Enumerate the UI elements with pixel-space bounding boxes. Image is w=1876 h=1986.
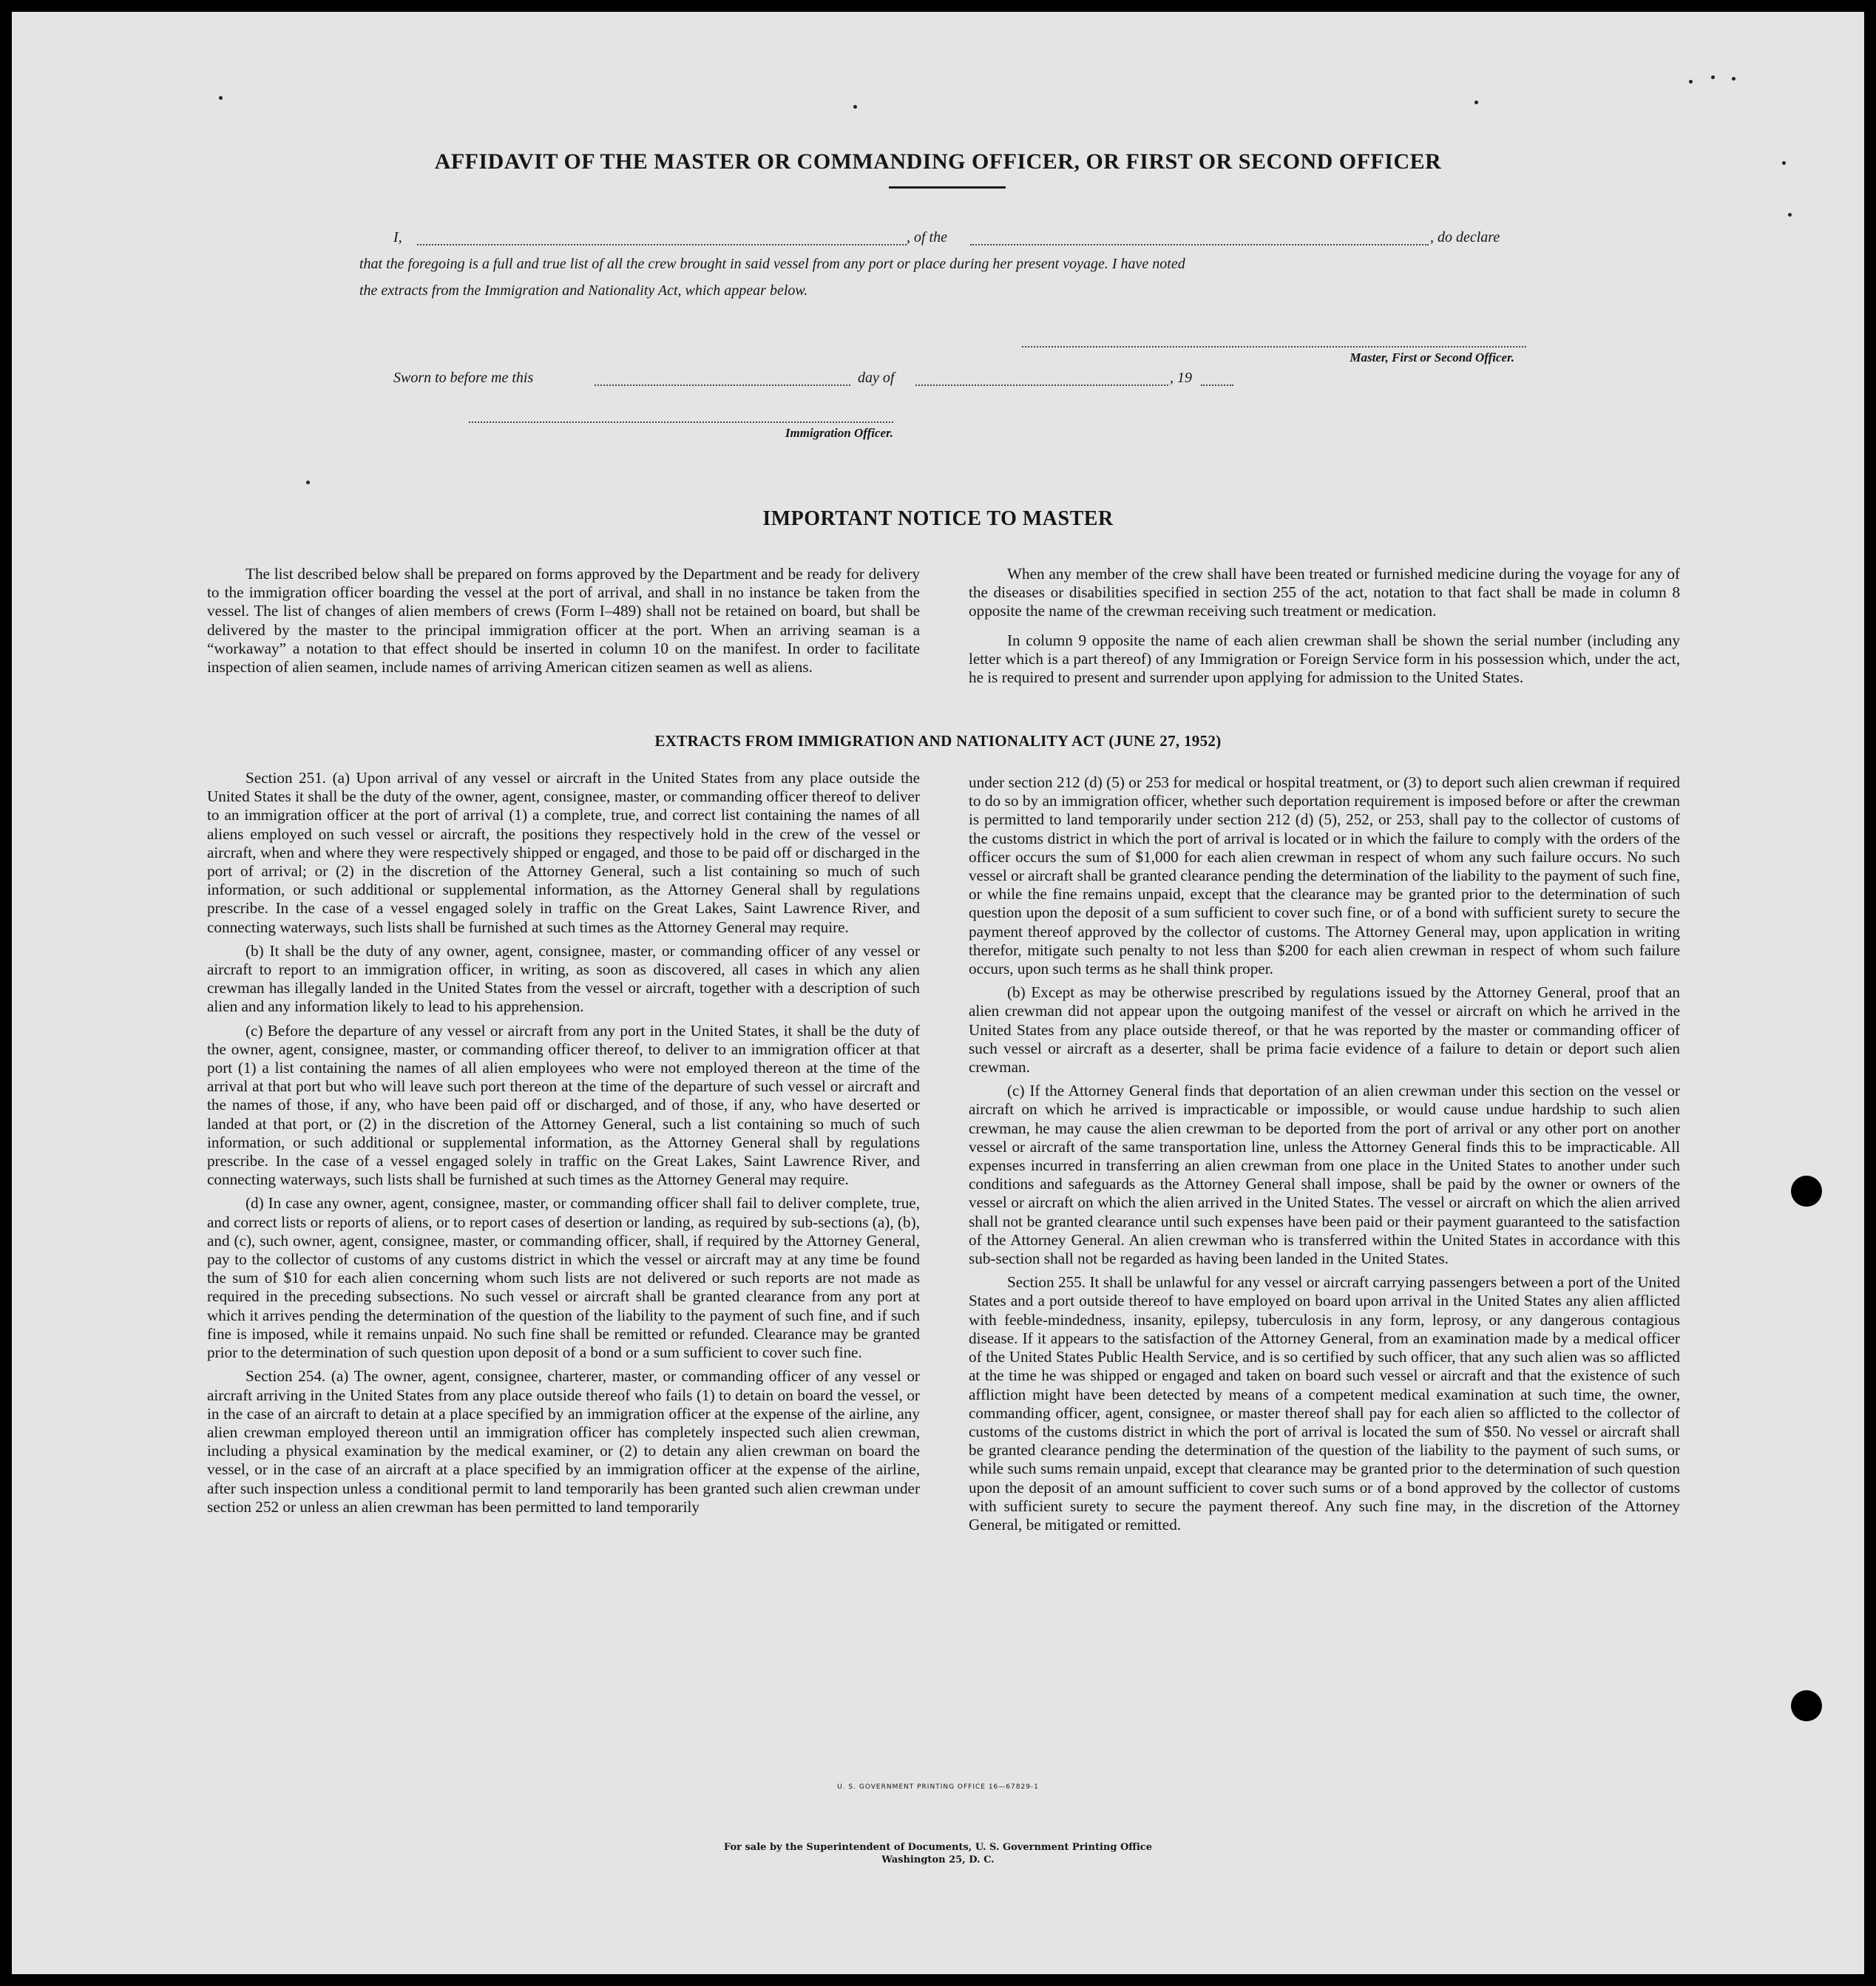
- sworn-label: Sworn to before me this: [393, 370, 534, 386]
- section-254b: (b) Except as may be otherwise prescribed by regulations issued by the Attorney General, proof that an alien crewman did not appear upon the outgoing manifest of the vessel or aircraft on which he arrived in the United States from any place outside thereof, or that he was reported by the master or commanding officer of such vessel or aircraft as a deserter, shall be prima facie evidence of a failure to detain or deport such alien crewman.: [969, 983, 1680, 1077]
- sworn-year-field[interactable]: [1201, 384, 1233, 386]
- section-251b: (b) It shall be the duty of any owner, agent, consignee, master, or commanding officer of any vessel or aircraft to report to an immigration officer, in writing, as soon as discovered, all cases in which any alien crewman has illegally landed in the United States from the vessel or aircraft, together with a description of such alien and any information likely to lead to his apprehension.: [207, 941, 920, 1016]
- title-rule: [889, 186, 1006, 189]
- section-254a: Section 254. (a) The owner, agent, consignee, charterer, master, or commanding officer of any vessel or aircraft arriving in the United States from any place outside thereof who fails (1) to detain on board the vessel, or in the case of an aircraft to detain at a place specified by an immigration officer at the expense of the airline, any alien crewman employed thereon until an immigration officer has completely inspected such alien crewman, including a physical examination by the medical examiner, or (2) to detain any alien crewman on board the vessel, or in the case of an aircraft at a place specified by an immigration officer at the expense of the airline, after such inspection unless a conditional permit to land temporarily has been granted such alien crewman under section 252 or unless an alien crewman has been permitted to land temporarily: [207, 1367, 920, 1516]
- printer-code: U. S. GOVERNMENT PRINTING OFFICE 16—67829-1: [837, 1783, 1039, 1791]
- speck: [306, 481, 310, 484]
- section-254c: (c) If the Attorney General finds that deportation of an alien crewman under this section on the vessel or aircraft on which he arrived is impracticable or impossible, or would cause undue hardship to such alien crewman, he may cause the alien crewman to be deported from the port of arrival or any other port on another vessel or aircraft of the same transportation line, unless the Attorney General finds this to be impracticable. All expenses incurred in transferring an alien crewman from one place in the United States to another under such conditions and safeguards as the Attorney General shall impose, shall be paid by the owner or owners of the vessel or aircraft on which the alien arrived in the United States. The vessel or aircraft on which the alien arrived shall not be granted clearance until such expenses have been paid or their payment guaranteed to the satisfaction of the Attorney General. An alien crewman who is transferred within the United States in accordance with this sub-section shall not be regarded as having been landed in the United States.: [969, 1082, 1680, 1268]
- notice-right-column: [969, 565, 1680, 692]
- sworn-month-field[interactable]: [915, 384, 1168, 386]
- extracts-left-column: [207, 769, 920, 1522]
- section-254a-continued: under section 212 (d) (5) or 253 for medical or hospital treatment, or (3) to deport such alien crewman if required to do so by an immigration officer, whether such deportation requirement is imposed before or after the crewman is permitted to land temporarily under section 212 (d) (5), 252, or 253, shall pay to the collector of customs of the customs district in which the port of arrival is located or in which the failure to comply with the orders of the officer occurs the sum of $1,000 for each alien crewman in respect of whom any such failure occurs. No such vessel or aircraft shall be granted clearance pending the determination of the liability to the payment of such fine, or while the fine remains unpaid, except that the clearance may be granted prior to the determination of such question upon the deposit of a sum sufficient to cover such fine, or of a bond with sufficient surety to secure the payment thereof approved by the collector of customs. The Attorney General may, upon application in writing therefor, mitigate such penalty to not less than $200 for each alien crewman in respect of whom such failure occurs, upon such terms as he shall think proper.: [969, 773, 1680, 978]
- year-label: , 19: [1170, 370, 1192, 386]
- vessel-field[interactable]: [970, 244, 1429, 245]
- notice-right-paragraph-1: When any member of the crew shall have been treated or furnished medicine during the voyage for any of the diseases or disabilities specified in section 255 of the act, notation to that fact shall be made in column 8 opposite the name of the crewman receiving such treatment or medication.: [969, 565, 1680, 620]
- i-label: I,: [393, 229, 402, 245]
- master-label: Master, First or Second Officer.: [1350, 350, 1514, 365]
- sale-line-1: For sale by the Superintendent of Documents, U. S. Government Printing Office: [723, 1842, 1153, 1853]
- do-declare-label: , do declare: [1430, 229, 1500, 245]
- name-field[interactable]: [417, 244, 907, 245]
- extracts-right-column: [969, 773, 1680, 1539]
- sale-line-2: Washington 25, D. C.: [881, 1854, 995, 1865]
- speck: [1689, 80, 1693, 84]
- speck: [219, 96, 223, 100]
- speck: [1711, 75, 1715, 79]
- section-251c: (c) Before the departure of any vessel or aircraft from any port in the United States, it shall be the duty of the owner, agent, consignee, master, or commanding officer thereof, to deliver to an immigration officer at that port (1) a list containing the names of all alien employees who were not employed thereon at the time of the arrival at that port but who will leave such port thereon at the time of the departure of such vessel or aircraft and the names of those, if any, who have been paid off or discharged, and of those, if any, who have deserted or landed at that port, or (2) in the discretion of the Attorney General, such a list containing so much of such information, or such additional or supplemental information, as the Attorney General shall by regulations prescribe. In the case of a vessel engaged solely in traffic on the Great Lakes, Saint Lawrence River, and connecting waterways, such lists shall be furnished at such times as the Attorney General may require.: [207, 1021, 920, 1189]
- officer-signature-field[interactable]: [469, 421, 893, 423]
- master-signature-field[interactable]: [1022, 346, 1526, 348]
- sworn-day-field[interactable]: [595, 384, 850, 386]
- notice-title: IMPORTANT NOTICE TO MASTER: [762, 507, 1114, 530]
- extracts-title: EXTRACTS FROM IMMIGRATION AND NATIONALITY ACT (JUNE 27, 1952): [654, 732, 1222, 750]
- speck: [1732, 77, 1736, 81]
- immigration-officer-label: Immigration Officer.: [785, 426, 893, 440]
- day-of-label: day of: [858, 370, 895, 386]
- declaration-line-2: the extracts from the Immigration and Nationality Act, which appear below.: [359, 282, 808, 299]
- form-page: [12, 12, 1864, 1974]
- section-251d: (d) In case any owner, agent, consignee, master, or commanding officer shall fail to deliver complete, true, and correct lists or reports of aliens, or to report cases of desertion or landing, as required by sub-sections (a), (b), and (c), such owner, agent, consignee, master, or commanding officer, shall, if required by the Attorney General, pay to the collector of customs of any customs district in which the vessel or aircraft may at any time be found the sum of $10 for each alien concerning whom such lists are not delivered or such reports are not made as required in the preceding subsections. No such vessel or aircraft shall be granted clearance from any port at which it arrives pending the determination of the question of the liability to the payment of such fine, and if such fine is imposed, while it remains unpaid. No such fine shall be remitted or refunded. Clearance may be granted prior to the determination of such question upon deposit of a bond or a sum sufficient to cover such fine.: [207, 1194, 920, 1362]
- of-the-label: , of the: [907, 229, 947, 245]
- speck: [1782, 161, 1786, 165]
- speck: [1788, 213, 1792, 217]
- notice-left-paragraph: The list described below shall be prepared on forms approved by the Department and be ready for delivery to the immigration officer boarding the vessel at the port of arrival, and shall in no instance be taken from the vessel. The list of changes of alien members of crews (Form I–489) shall not be retained on board, but shall be delivered by the master to the principal immigration officer at the port. When an arriving seaman is a “workaway” a notation to that effect should be inserted in column 10 on the manifest. In order to facilitate inspection of alien seamen, include names of arriving American citizen seamen as well as aliens.: [207, 565, 920, 677]
- affidavit-title: AFFIDAVIT OF THE MASTER OR COMMANDING OFFICER, OR FIRST OR SECOND OFFICER: [434, 149, 1442, 174]
- section-255: Section 255. It shall be unlawful for any vessel or aircraft carrying passengers between a port of the United States and a port outside thereof to have employed on board upon arrival in the United States any alien afflicted with feeble-mindedness, insanity, epilepsy, tuberculosis in any form, leprosy, or any dangerous contagious disease. If it appears to the satisfaction of the Attorney General, from an examination made by a medical officer of the United States Public Health Service, and is so certified by such officer, that any such alien was so afflicted at the time he was shipped or engaged and taken on board such vessel or aircraft and that the existence of such affliction might have been detected by means of a competent medical examination at such time, the owner, commanding officer, agent, consignee, or master thereof shall pay for each alien so afflicted to the collector of customs of the customs district in which the port of arrival is located the sum of $50. No vessel or aircraft shall be granted clearance pending the determination of the question of the liability to the payment of such sums, or while such sums remain unpaid, except that clearance may be granted prior to the determination of such question upon the deposit of an amount sufficient to cover such sums or of a bond approved by the collector of customs with sufficient surety to secure the payment thereof. Any such fine may, in the discretion of the Attorney General, be mitigated or remitted.: [969, 1273, 1680, 1533]
- notice-right-paragraph-2: In column 9 opposite the name of each alien crewman shall be shown the serial number (including any letter which is a part thereof) of any Immigration or Foreign Service form in his possession which, under the act, he is required to present and surrender upon applying for admission to the United States.: [969, 631, 1680, 687]
- speck: [1474, 101, 1478, 104]
- section-251a: Section 251. (a) Upon arrival of any vessel or aircraft in the United States from any place outside the United States it shall be the duty of the owner, agent, consignee, master, or commanding officer thereof to deliver to an immigration officer at the port of arrival (1) a complete, true, and correct list containing the names of all aliens employed on such vessel or aircraft, the positions they respectively hold in the crew of the vessel or aircraft, when and where they were respectively shipped or engaged, and those to be paid off or discharged in the port of arrival; or (2) in the discretion of the Attorney General, such a list containing so much of such information, or such additional or supplemental information, as the Attorney General shall by regulations prescribe. In the case of a vessel engaged solely in traffic on the Great Lakes, Saint Lawrence River, and connecting waterways, such lists shall be furnished at such times as the Attorney General may require.: [207, 769, 920, 936]
- notice-left-column: [207, 565, 920, 682]
- punch-hole-upper: [1791, 1176, 1822, 1207]
- punch-hole-lower: [1791, 1690, 1822, 1721]
- declaration-line-1: that the foregoing is a full and true list of all the crew brought in said vessel from any port or place during her present voyage. I have noted: [359, 256, 1185, 272]
- speck: [853, 105, 857, 109]
